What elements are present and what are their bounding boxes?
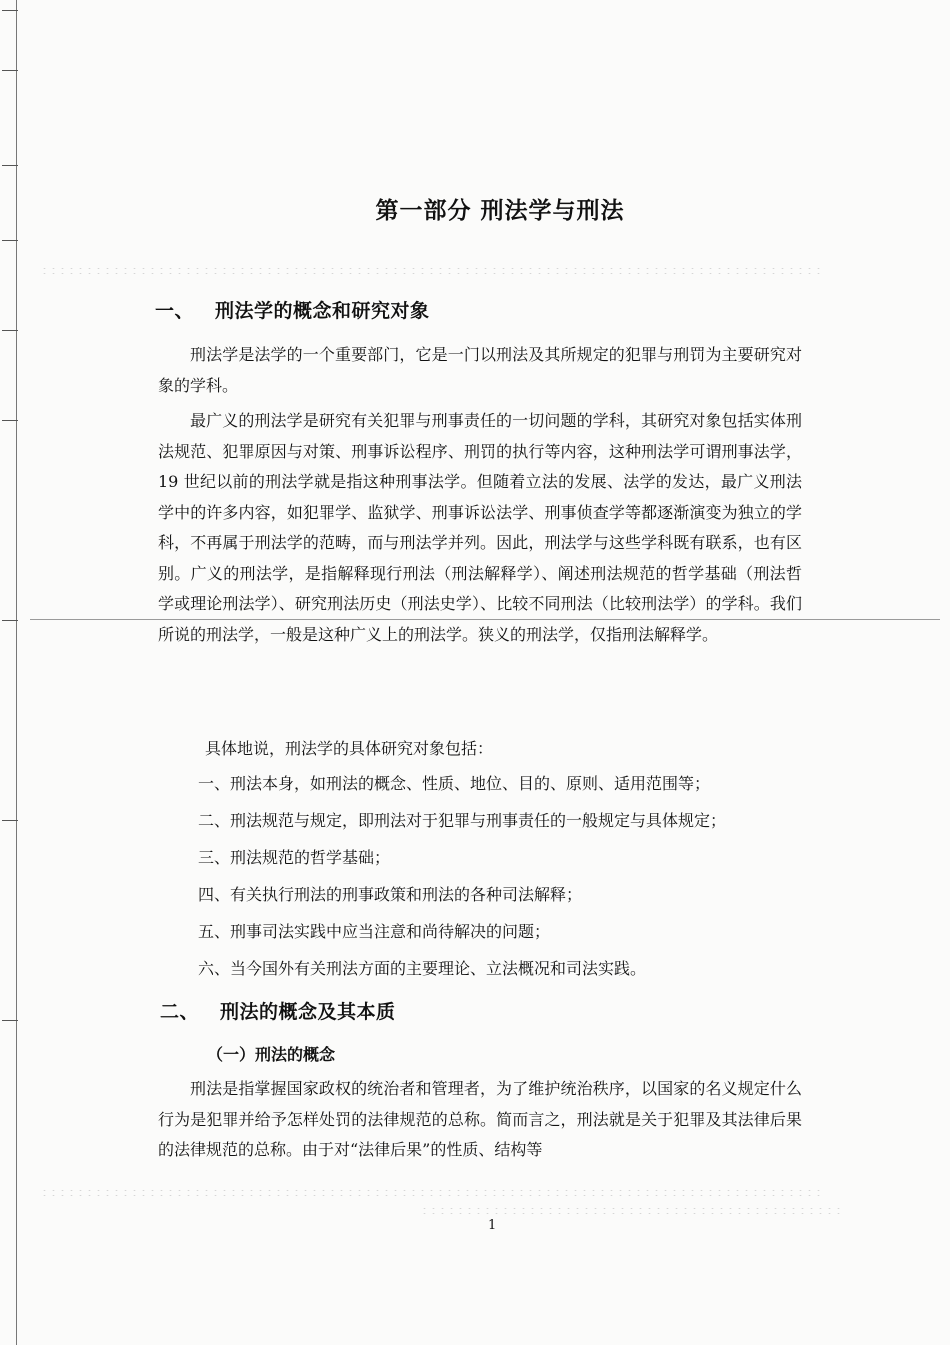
binding-tick [2,165,18,166]
paragraph: 刑法学是法学的一个重要部门，它是一门以刑法及其所规定的犯罪与刑罚为主要研究对象的学科。 [158,345,802,395]
page-number: 1 [488,1218,497,1233]
paragraph: 最广义的刑法学是研究有关犯罪与刑事责任的一切问题的学科，其研究对象包括实体刑法规范、犯罪原因与对策、刑事诉讼程序、刑罚的执行等内容，这种刑法学可谓刑事法学，19 世纪以前的刑法学就是指这种刑事法学。但随着立法的发展、法学的发达，最广义刑法学中的许多内容，如犯罪学、监狱学、刑事诉讼法学、刑事侦查学等都逐渐演变为独立的学科，不再属于刑法学的范畴，而与刑法学并列。因此，刑法学与这些学科既有联系，也有区别。广义的刑法学，是指解释现行刑法（刑法解释学）、阐述刑法规范的哲学基础（刑法哲学或理论刑法学）、研究刑法历史（刑法史学）、比较不同刑法（比较刑法学）的学科。我们所说的刑法学，一般是这种广义上的刑法学。狭义的刑法学，仅指刑法解释学。 [158,411,802,644]
binding-tick [2,620,18,621]
scan-noise [420,1206,840,1218]
section-number: 一、 [155,300,195,322]
list-item: 五、刑事司法实践中应当注意和尚待解决的问题； [198,922,551,941]
sub-heading: （一）刑法的概念 [207,1045,336,1064]
binding-tick [2,330,18,331]
binding-tick [2,240,18,241]
section-heading-2 [160,997,396,1024]
list-item: 六、当今国外有关刑法方面的主要理论、立法概况和司法实践。 [198,959,647,978]
section-number: 二、 [160,1001,200,1023]
list-intro: 具体地说，刑法学的具体研究对象包括： [205,739,494,758]
binding-tick [2,820,18,821]
binding-tick [2,10,18,11]
page-title: 第一部分 刑法学与刑法 [375,197,625,224]
section-title: 刑法学的概念和研究对象 [215,300,430,322]
binding-tick [2,70,18,71]
scan-noise [40,266,820,278]
paragraph: 刑法是指掌握国家政权的统治者和管理者，为了维护统治秩序，以国家的名义规定什么行为是犯罪并给予怎样处罚的法律规范的总称。简而言之，刑法就是关于犯罪及其法律后果的法律规范的总称。由于对“法律后果”的性质、结构等 [158,1079,802,1159]
section-title: 刑法的概念及其本质 [220,1001,396,1023]
list-item: 四、有关执行刑法的刑事政策和刑法的各种司法解释； [198,885,583,904]
section-heading-1 [155,296,430,323]
list-item: 二、刑法规范与规定，即刑法对于犯罪与刑事责任的一般规定与具体规定； [198,811,727,830]
binding-tick [2,1020,18,1021]
list-item: 三、刑法规范的哲学基础； [198,848,391,867]
scan-noise [40,1188,820,1200]
list-item: 一、刑法本身，如刑法的概念、性质、地位、目的、原则、适用范围等； [198,774,711,793]
binding-tick [2,420,18,421]
